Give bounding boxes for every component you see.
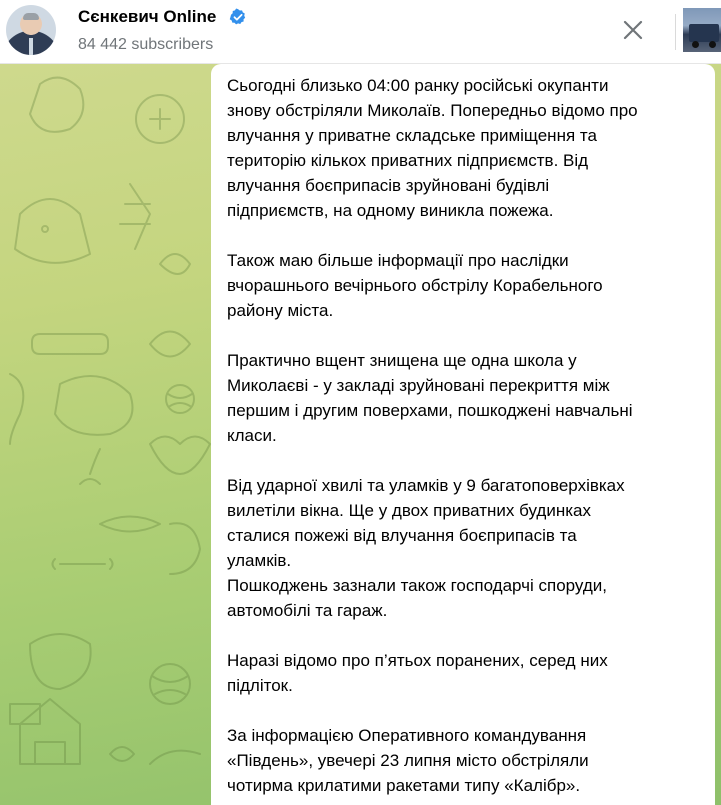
channel-title[interactable]: Сєнкевич Online bbox=[78, 7, 217, 26]
close-icon[interactable] bbox=[620, 17, 646, 43]
message-bubble[interactable] bbox=[211, 64, 715, 805]
message-paragraph: За інформацією Оперативного командування «Південь», увечері 23 липня місто обстріляли чотирма крилатими ракетами типу «Калібр». bbox=[227, 726, 589, 795]
thumbnail-wheel bbox=[692, 41, 699, 48]
channel-header bbox=[0, 0, 721, 64]
message-paragraph: Також маю більше інформації про наслідки вчорашнього вечірнього обстрілу Корабельного району міста. bbox=[227, 251, 603, 320]
chat-background bbox=[0, 64, 721, 805]
avatar-hair bbox=[23, 13, 39, 20]
header-divider bbox=[675, 14, 676, 50]
message-paragraph: Від ударної хвилі та уламків у 9 багатоповерхівках вилетіли вікна. Ще у двох приватних будинках сталися пожежі від влучання боєприпасів та уламків. Пошкоджень зазнали також господарчі споруди, автомобілі та гараж. bbox=[227, 476, 625, 620]
channel-avatar[interactable] bbox=[6, 5, 56, 55]
subscriber-count: 84 442 subscribers bbox=[78, 36, 214, 53]
thumbnail-wheel bbox=[709, 41, 716, 48]
avatar-shirt bbox=[29, 38, 33, 55]
media-preview-thumbnail[interactable] bbox=[683, 8, 721, 52]
verified-badge-icon bbox=[229, 8, 247, 26]
message-paragraph: Наразі відомо про п’ятьох поранених, серед них підліток. bbox=[227, 651, 608, 695]
thumbnail-truck bbox=[689, 24, 719, 42]
message-paragraph: Практично вщент знищена ще одна школа у Миколаєві - у закладі зруйновані перекриття між першим і другим поверхами, пошкоджені навчальні класи. bbox=[227, 351, 633, 445]
message-paragraph: Сьогодні близько 04:00 ранку російські окупанти знову обстріляли Миколаїв. Попередньо відомо про влучання у приватне складське приміщення та територію кількох приватних підприємств. Від влучання боєприпасів зруйновані будівлі підприємств, на одному виникла пожежа. bbox=[227, 76, 638, 220]
